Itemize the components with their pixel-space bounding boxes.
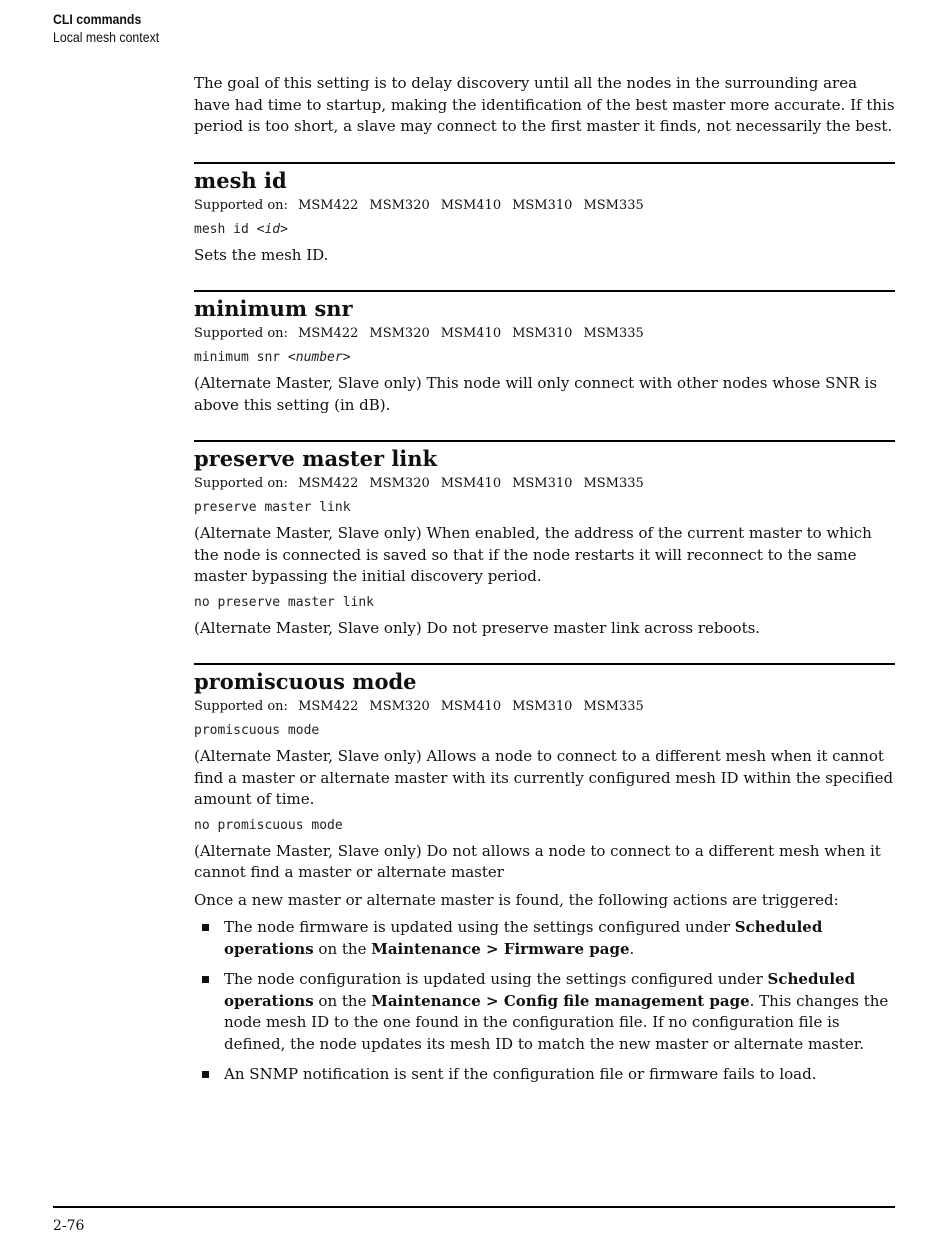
supported-label: Supported on: — [194, 326, 288, 341]
bullet-text: The node configuration is updated using the settings configured under — [224, 970, 768, 988]
command-syntax: promiscuous mode — [194, 723, 320, 738]
command-description: (Alternate Master, Slave only) Allows a node to connect to a different mesh when it cannot find a master or alternate master with its currently configured mesh ID within the specified amount of time. — [194, 747, 894, 808]
command-syntax: preserve master link — [194, 500, 351, 515]
model-name: MSM422 — [298, 197, 359, 213]
command-description: Sets the mesh ID. — [194, 245, 329, 264]
model-name: MSM310 — [512, 197, 573, 213]
command-argument: <id> — [256, 221, 288, 237]
bullet-bold: Scheduled operations — [224, 918, 823, 958]
section-mesh-id — [194, 162, 895, 267]
model-name: MSM310 — [512, 699, 573, 714]
section-heading: preserve master link — [194, 446, 438, 471]
bullet-bold: Maintenance > Firmware page — [371, 939, 630, 958]
model-name: MSM320 — [369, 326, 430, 341]
section-minimum-snr — [194, 290, 895, 416]
bullet-square-icon — [202, 924, 209, 931]
bullet-text: The node firmware is updated using the settings configured under — [224, 918, 735, 936]
supported-label: Supported on: — [194, 699, 288, 714]
command-text: minimum snr — [194, 350, 288, 365]
model-name: MSM410 — [440, 197, 502, 213]
command-syntax-no: no preserve master link — [194, 594, 375, 610]
bullet-text: on the — [313, 939, 372, 958]
model-name: MSM310 — [512, 326, 573, 341]
page-number: 2-76 — [53, 1218, 85, 1234]
supported-on — [194, 197, 895, 215]
supported-on — [194, 698, 895, 716]
command-description-no: (Alternate Master, Slave only) Do not allows a node to connect to a different mesh when it cannot find a master or alternate master — [194, 841, 881, 881]
supported-label: Supported on: — [194, 476, 288, 491]
supported-on — [194, 325, 895, 343]
model-name: MSM335 — [583, 197, 644, 213]
model-name: MSM422 — [298, 326, 359, 341]
section-heading: minimum snr — [194, 296, 353, 321]
command-syntax-no: no promiscuous mode — [194, 817, 343, 833]
bullet-text: An SNMP notification is sent if the configuration file or firmware fails to load. — [224, 1065, 817, 1083]
header-title: CLI commands — [53, 11, 142, 27]
footer-rule — [53, 1206, 895, 1208]
model-name: MSM410 — [440, 476, 502, 491]
actions-list — [194, 917, 895, 1086]
command-syntax — [194, 221, 895, 239]
bullet-square-icon — [202, 1071, 209, 1078]
bullet-text: . — [629, 939, 635, 958]
model-name: MSM335 — [583, 699, 644, 714]
header-subtitle: Local mesh context — [53, 29, 160, 45]
model-name: MSM335 — [583, 476, 644, 491]
command-argument: <number> — [287, 350, 351, 365]
supported-on — [194, 475, 895, 493]
bullet-bold: Scheduled operations — [224, 970, 856, 1010]
section-heading: mesh id — [194, 167, 287, 193]
page-content — [194, 73, 895, 1110]
section-heading: promiscuous mode — [194, 669, 417, 694]
command-text: mesh id — [194, 221, 257, 237]
model-name: MSM422 — [298, 699, 359, 714]
command-description: (Alternate Master, Slave only) This node will only connect with other nodes whose SNR is above this setting (in dB). — [194, 374, 878, 414]
bullet-text: . This changes the node mesh ID to the one found in the configuration file. If no configuration file is defined, the node updates its mesh ID to match the new master or alternate master. — [224, 991, 889, 1053]
model-name: MSM320 — [369, 699, 430, 714]
bullet-square-icon — [202, 976, 209, 983]
model-name: MSM335 — [583, 326, 644, 341]
command-description-no: (Alternate Master, Slave only) Do not preserve master link across reboots. — [194, 618, 761, 637]
command-description: (Alternate Master, Slave only) When enabled, the address of the current master to which the node is connected is saved so that if the node restarts it will reconnect to the same master bypassing the initial discovery period. — [194, 524, 872, 585]
model-name: MSM422 — [298, 476, 359, 491]
model-name: MSM410 — [440, 699, 502, 714]
supported-label: Supported on: — [194, 197, 288, 213]
section-promiscuous-mode — [194, 663, 895, 1086]
bullet-text: on the — [313, 991, 372, 1010]
running-header — [53, 10, 174, 46]
actions-intro: Once a new master or alternate master is found, the following actions are triggered: — [194, 890, 839, 909]
model-name: MSM310 — [512, 476, 573, 491]
list-item — [194, 1064, 895, 1086]
list-item — [194, 917, 895, 960]
section-preserve-master-link — [194, 440, 895, 639]
intro-paragraph: The goal of this setting is to delay discovery until all the nodes in the surrounding area have had time to startup, making the identification of the best master more accurate. If this period is too short, a slave may connect to the first master it finds, not necessarily the best. — [194, 74, 895, 135]
model-name: MSM320 — [369, 476, 430, 491]
list-item — [194, 969, 895, 1055]
bullet-bold: Maintenance > Config file management page — [371, 991, 750, 1010]
command-syntax — [194, 349, 895, 367]
model-name: MSM410 — [440, 326, 502, 341]
model-name: MSM320 — [369, 197, 430, 213]
